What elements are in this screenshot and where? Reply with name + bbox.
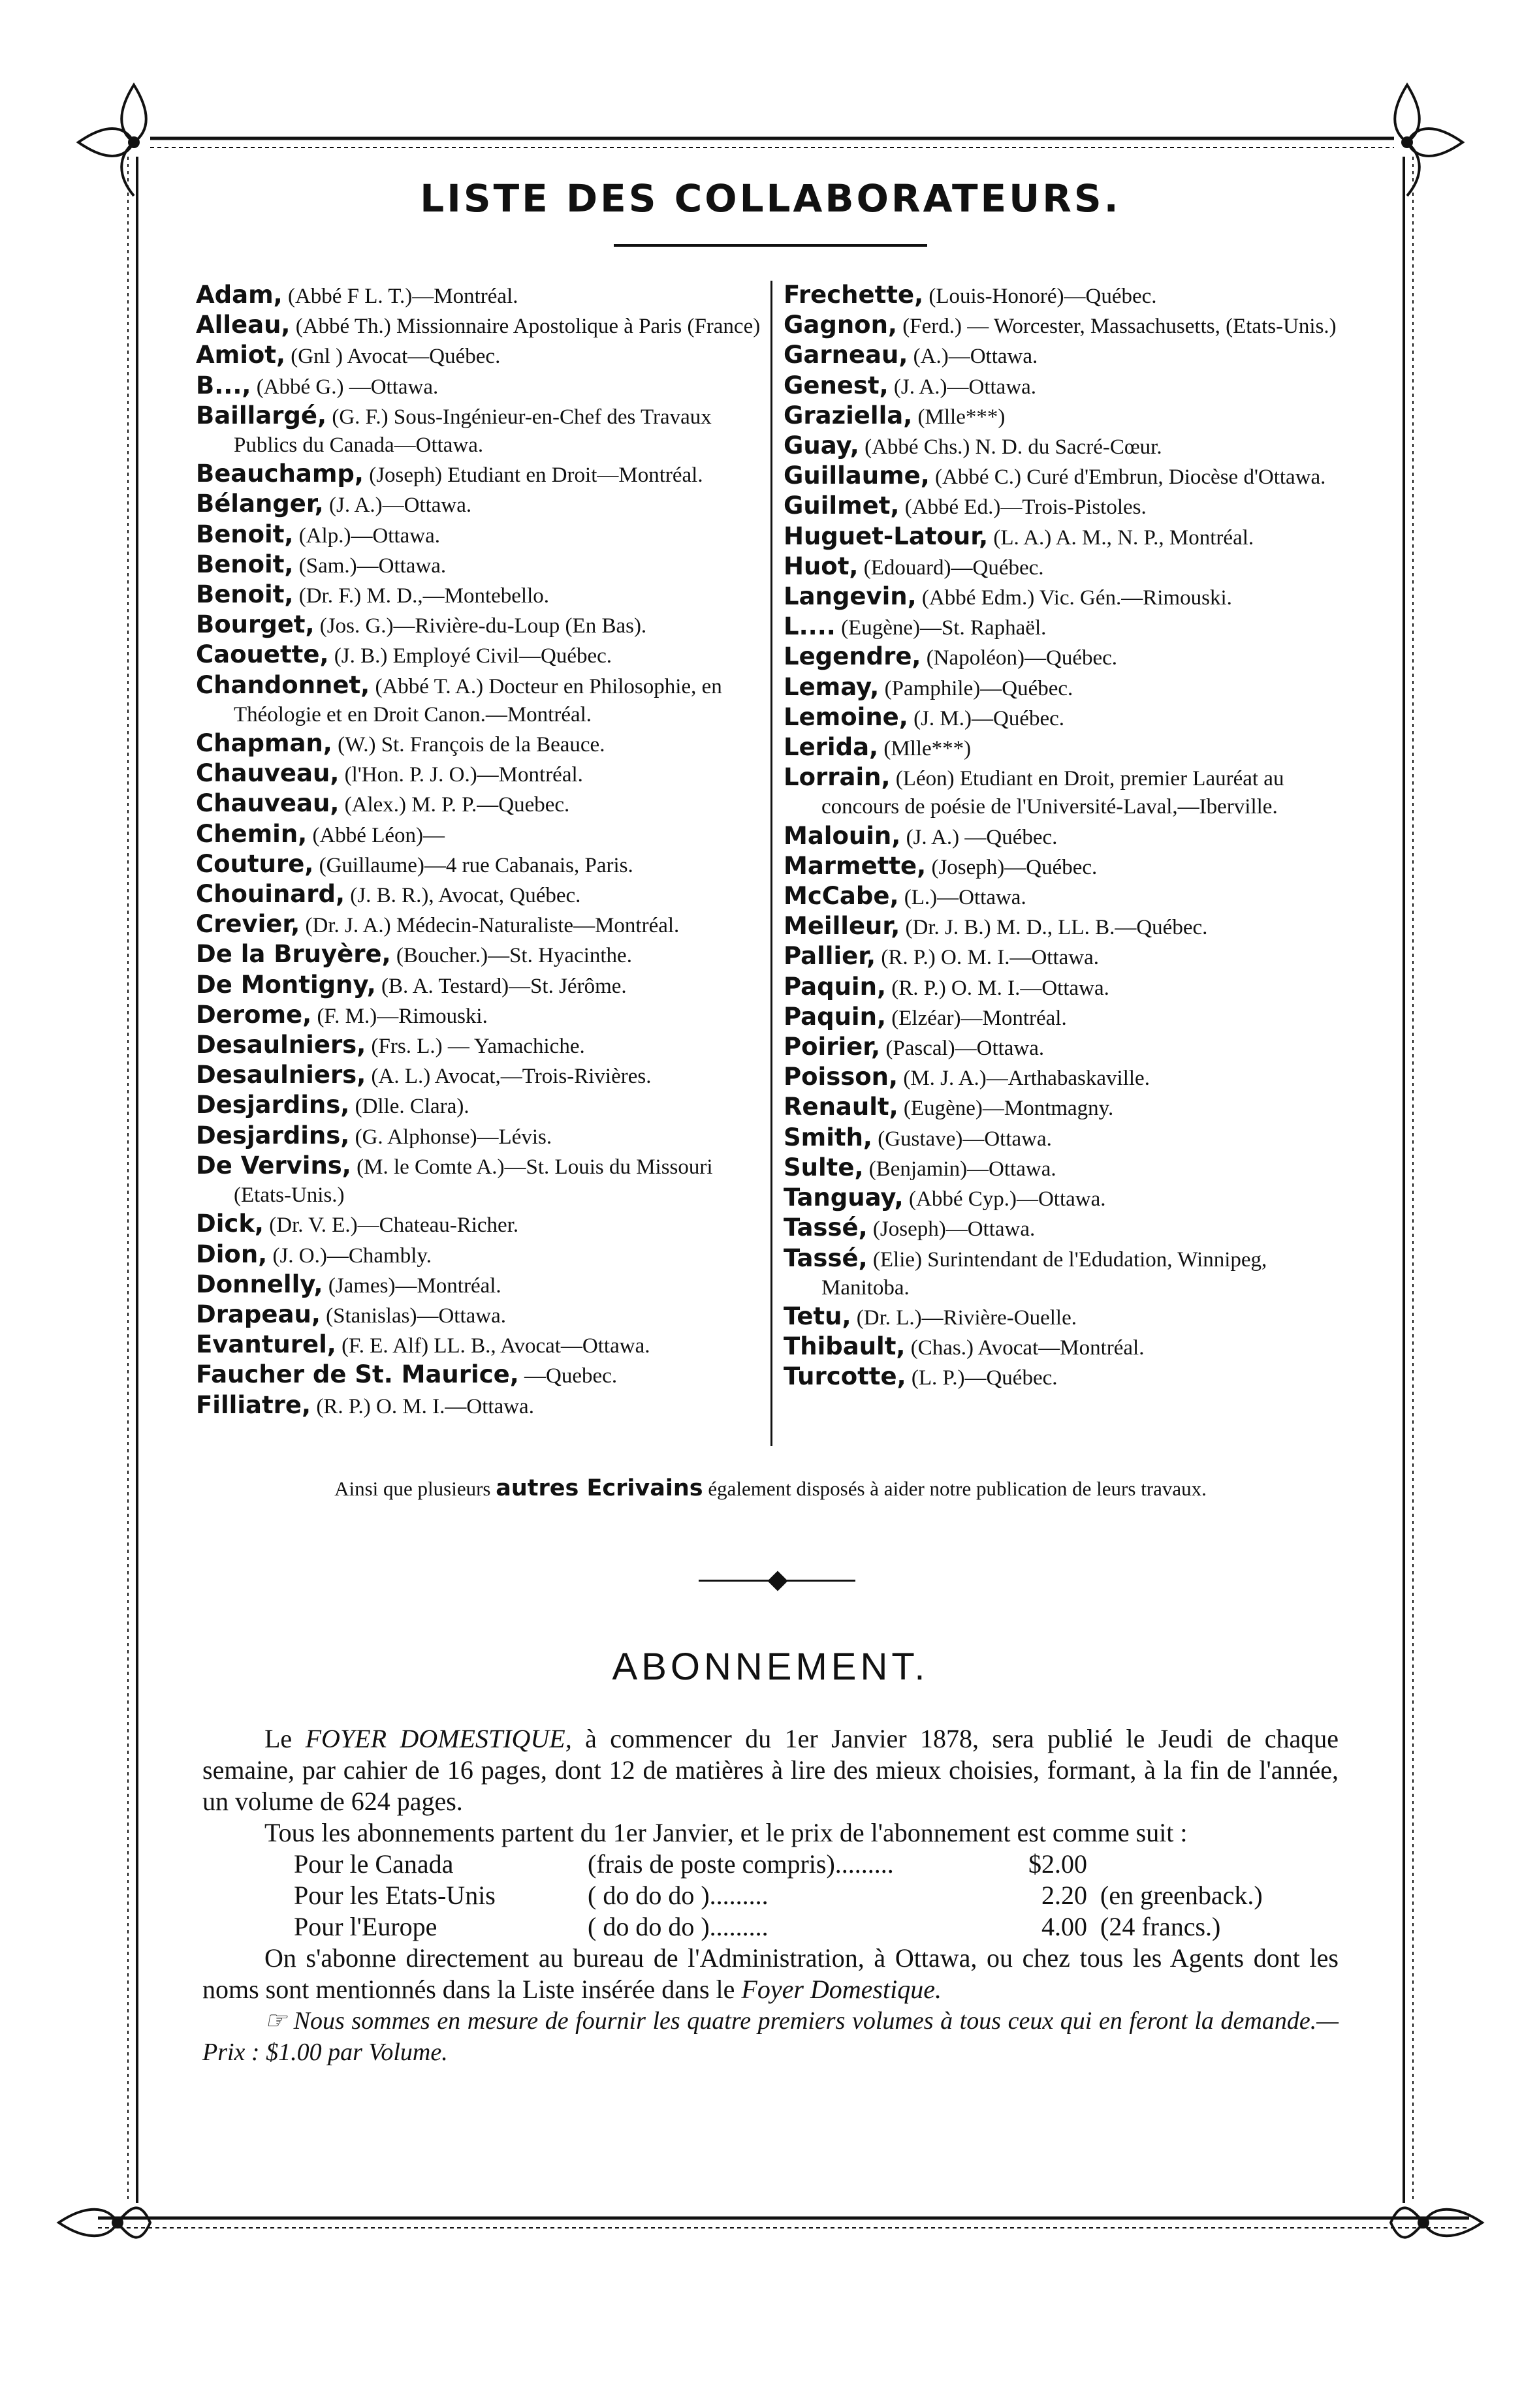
collaborator-name: Lemay,	[784, 672, 880, 701]
other-writers-line	[196, 1475, 1345, 1501]
collaborator-name: Smith,	[784, 1123, 872, 1151]
rates-table	[294, 1849, 1339, 1943]
collaborator-info: (Dlle. Clara).	[355, 1095, 469, 1119]
collaborator-info: (J. B. R.), Avocat, Québec.	[350, 884, 581, 908]
collaborator-entry	[784, 1033, 1352, 1063]
collaborator-info: (F. E. Alf) LL. B., Avocat—Ottawa.	[341, 1334, 650, 1358]
collaborator-name: Faucher de St. Maurice,	[196, 1360, 519, 1389]
collaborator-name: Adam,	[196, 281, 283, 309]
collaborator-info: (Alp.)—Ottawa.	[298, 524, 441, 548]
collaborator-info: (J. A.) —Québec.	[906, 825, 1058, 849]
rate-place: Pour les Etats-Unis	[294, 1881, 496, 1910]
collaborator-info: (Dr. F.) M. D.,—Montebello.	[298, 584, 549, 608]
collaborator-info: (Eugène)—Montmagny.	[903, 1097, 1114, 1121]
volumes-note: ☞ Nous sommes en mesure de fournir les quatre premiers volumes à tous ceux qui en feront la demande.—Prix : $1.00 par Volume.	[202, 2007, 1339, 2066]
collaborator-name: Desaulniers,	[196, 1061, 366, 1089]
collaborator-entry	[196, 281, 764, 311]
collaborator-entry	[196, 1240, 764, 1270]
collaborator-name: Desjardins,	[196, 1121, 350, 1149]
collaborator-info: (Guillaume)—4 rue Cabanais, Paris.	[319, 853, 633, 877]
collaborator-entry	[784, 703, 1352, 733]
rate-note: (en greenback.)	[1100, 1881, 1263, 1910]
collaborator-entry	[784, 552, 1352, 582]
collaborator-entry	[196, 1151, 764, 1210]
collaborator-info: (Frs. L.) — Yamachiche.	[371, 1035, 585, 1059]
collaborator-info: (l'Hon. P. J. O.)—Montréal.	[344, 763, 583, 787]
collaborator-name: Alleau,	[196, 311, 291, 339]
collaborator-name: Bélanger,	[196, 490, 324, 518]
rate-row	[294, 1911, 1339, 1943]
collaborator-info: (J. M.)—Québec.	[913, 706, 1065, 730]
collaborator-entry	[784, 1093, 1352, 1123]
collaborator-entry	[784, 1213, 1352, 1243]
collaborator-name: B...,	[196, 371, 251, 399]
collaborator-name: Tassé,	[784, 1213, 868, 1242]
collaborator-entry	[784, 461, 1352, 492]
collaborator-entry	[196, 880, 764, 910]
collaborator-info: (Sam.)—Ottawa.	[298, 554, 447, 578]
collaborator-entry	[196, 460, 764, 490]
collaborator-entry	[784, 1123, 1352, 1153]
collaborator-info: (Gnl ) Avocat—Québec.	[291, 345, 501, 369]
collaborator-info: (M. J. A.)—Arthabaskaville.	[903, 1067, 1150, 1091]
collaborator-info: (J. A.)—Ottawa.	[328, 493, 472, 518]
collaborator-info: (L. P.)—Québec.	[911, 1366, 1058, 1390]
collaborator-name: Lerida,	[784, 733, 879, 762]
collaborator-entry	[196, 1391, 764, 1421]
collaborator-name: Turcotte,	[784, 1362, 906, 1391]
rate-note	[1087, 1849, 1100, 1880]
subscription-paragraph-2: Tous les abonnements partent du 1er Janvier, et le prix de l'abonnement est comme suit :	[264, 1818, 1188, 1847]
collaborator-entry	[196, 1061, 764, 1091]
collaborator-entry	[196, 1031, 764, 1061]
collaborator-name: Huot,	[784, 552, 859, 580]
separator-ornament	[767, 1571, 787, 1591]
collaborator-name: Chauveau,	[196, 789, 340, 818]
collaborator-info: (Boucher.)—St. Hyacinthe.	[396, 944, 632, 968]
collaborator-info: (Abbé Léon)—	[312, 823, 445, 847]
collaborator-info: (Abbé G.) —Ottawa.	[256, 375, 439, 399]
rate-price: 4.00	[1041, 1912, 1087, 1941]
collaborator-entry	[784, 401, 1352, 431]
collaborator-info: (Pascal)—Ottawa.	[885, 1037, 1045, 1061]
collaborator-name: Thibault,	[784, 1332, 906, 1361]
collaborator-name: Paquin,	[784, 1002, 886, 1031]
collaborator-name: Tetu,	[784, 1302, 851, 1330]
collaborator-name: Caouette,	[196, 640, 329, 669]
collaborator-entry	[196, 759, 764, 789]
collaborator-entry	[784, 281, 1352, 311]
collaborator-entry	[784, 733, 1352, 763]
collaborator-name: Lorrain,	[784, 763, 891, 792]
collaborator-name: De Vervins,	[196, 1151, 351, 1180]
collaborator-entry	[196, 820, 764, 850]
collaborator-info: (Pamphile)—Québec.	[884, 676, 1073, 700]
collaborator-name: Langevin,	[784, 582, 917, 611]
collaborator-name: Graziella,	[784, 401, 913, 430]
collaborator-entry	[784, 1153, 1352, 1183]
collaborator-name: Malouin,	[784, 821, 901, 850]
collaborator-entry	[196, 1330, 764, 1360]
title-underline	[614, 244, 927, 247]
collaborator-entry	[784, 822, 1352, 852]
collaborator-name: Desjardins,	[196, 1091, 350, 1119]
collaborator-name: Benoit,	[196, 550, 294, 578]
collaborator-info: (Dr. J. B.) M. D., LL. B.—Québec.	[905, 916, 1208, 940]
collaborator-entry	[196, 1001, 764, 1031]
rate-row	[294, 1880, 1339, 1911]
collaborator-info: (L.)—Ottawa.	[904, 886, 1026, 910]
collaborator-name: Baillargé,	[196, 401, 327, 430]
collaborator-entry	[784, 431, 1352, 461]
collaborator-name: Pallier,	[784, 942, 876, 971]
collaborator-info: (Abbé Chs.) N. D. du Sacré-Cœur.	[865, 435, 1162, 460]
collaborator-info: (Elie) Surintendant de l'Edudation, Winnipeg, Manitoba.	[821, 1247, 1267, 1300]
collaborators-right-column	[784, 281, 1352, 1393]
collaborator-name: Sulte,	[784, 1153, 864, 1181]
collaborator-name: Chouinard,	[196, 880, 345, 909]
collaborator-name: Genest,	[784, 371, 889, 399]
collaborators-left-column	[196, 281, 764, 1421]
collaborator-name: Marmette,	[784, 851, 927, 880]
collaborator-entry	[784, 522, 1352, 552]
collaborator-name: Drapeau,	[196, 1300, 321, 1328]
collaborator-name: McCabe,	[784, 882, 899, 911]
collaborator-name: Chauveau,	[196, 759, 340, 788]
rate-detail: ( do do do ).........	[588, 1881, 769, 1910]
collaborator-entry	[196, 1270, 764, 1300]
collaborator-name: Poisson,	[784, 1063, 898, 1091]
p1-lead: Le	[264, 1724, 306, 1753]
collaborator-info: (Stanislas)—Ottawa.	[326, 1304, 506, 1328]
collaborator-info: (Edouard)—Québec.	[863, 555, 1044, 580]
collaborator-name: L....	[784, 612, 836, 641]
collaborator-info: (Abbé Edm.) Vic. Gén.—Rimouski.	[921, 586, 1232, 610]
collaborator-name: Guillaume,	[784, 461, 930, 490]
collaborator-name: Benoit,	[196, 520, 294, 548]
p3-body: On s'abonne directement au bureau de l'Administration, à Ottawa, ou chez tous les Agents dont les noms sont mentionnés dans la Liste insérée dans le	[202, 1943, 1339, 2004]
collaborator-entry	[784, 763, 1352, 821]
collaborator-info: (Dr. J. A.) Médecin-Naturaliste—Montréal.	[305, 914, 680, 938]
collaborator-entry	[784, 1063, 1352, 1093]
collaborator-name: Derome,	[196, 1000, 312, 1029]
subscription-text	[202, 1723, 1339, 2068]
collaborator-entry	[196, 1360, 764, 1390]
collaborator-entry	[784, 912, 1352, 942]
collaborator-info: (Chas.) Avocat—Montréal.	[910, 1336, 1145, 1360]
collaborator-name: Huguet-Latour,	[784, 522, 989, 550]
collaborator-info: (Joseph)—Québec.	[931, 855, 1098, 879]
collaborator-entry	[784, 612, 1352, 642]
collaborator-info: —Quebec.	[524, 1364, 618, 1388]
p1-body: à commencer du 1er Janvier 1878, sera publié le Jeudi de chaque semaine, par cahier de 16 pages, dont 12 de matières à lire des mieux choisies, formant, à la fin de l'année, un volume de 624 pages.	[202, 1724, 1339, 1816]
collaborator-info: (Abbé F L. T.)—Montréal.	[287, 285, 518, 308]
collaborator-entry	[196, 789, 764, 819]
collaborator-info: (Abbé Cyp.)—Ottawa.	[909, 1187, 1106, 1212]
collaborator-name: Frechette,	[784, 281, 924, 309]
collaborator-info: (Ferd.) — Worcester, Massachusetts, (Etats-Unis.)	[902, 315, 1337, 339]
collaborator-name: De la Bruyère,	[196, 940, 391, 969]
p3-publication: Foyer Domestique.	[741, 1975, 942, 2004]
collaborator-name: Dion,	[196, 1240, 268, 1268]
collaborator-name: Meilleur,	[784, 912, 900, 941]
collaborator-name: Evanturel,	[196, 1330, 336, 1359]
collaborator-entry	[196, 940, 764, 970]
collaborator-entry	[784, 1362, 1352, 1392]
collaborator-name: Couture,	[196, 849, 314, 878]
collaborator-info: (Benjamin)—Ottawa.	[868, 1157, 1056, 1181]
collaborator-info: (Dr. V. E.)—Chateau-Richer.	[269, 1213, 519, 1238]
collaborator-info: (Joseph) Etudiant en Droit—Montréal.	[369, 463, 703, 488]
collaborator-name: Donnelly,	[196, 1270, 323, 1298]
collaborator-info: (G. F.) Sous-Ingénieur-en-Chef des Travaux Publics du Canada—Ottawa.	[234, 405, 712, 458]
collaborator-entry	[196, 971, 764, 1001]
collaborator-info: (A.)—Ottawa.	[913, 345, 1038, 369]
collaborator-name: Tassé,	[784, 1243, 868, 1272]
rate-detail: ( do do do ).........	[588, 1912, 769, 1941]
collaborator-entry	[784, 582, 1352, 612]
collaborator-info: (Alex.) M. P. P.—Quebec.	[344, 793, 570, 817]
collaborator-entry	[196, 520, 764, 550]
collaborator-entry	[784, 1244, 1352, 1302]
collaborator-entry	[784, 1332, 1352, 1362]
collaborator-info: (F. M.)—Rimouski.	[317, 1004, 488, 1028]
collaborator-entry	[196, 910, 764, 940]
collaborator-info: (Abbé Ed.)—Trois-Pistoles.	[904, 495, 1147, 520]
rate-detail: (frais de poste compris).........	[588, 1849, 894, 1879]
collaborator-entry	[196, 1121, 764, 1151]
collaborator-name: Desaulniers,	[196, 1031, 366, 1059]
collaborator-entry	[784, 973, 1352, 1003]
collaborator-entry	[196, 1300, 764, 1330]
collaborator-entry	[784, 942, 1352, 972]
collaborator-name: Guay,	[784, 431, 859, 460]
collaborator-entry	[196, 550, 764, 580]
rate-note: (24 francs.)	[1100, 1912, 1221, 1941]
collaborator-info: (R. P.) O. M. I.—Ottawa.	[881, 946, 1100, 970]
footer-emphasis: autres Ecrivains	[496, 1475, 703, 1501]
collaborator-info: (M. le Comte A.)—St. Louis du Missouri (Etats-Unis.)	[234, 1155, 713, 1208]
footer-text-before: Ainsi que plusieurs	[334, 1477, 496, 1500]
collaborator-info: (G. Alphonse)—Lévis.	[355, 1125, 552, 1149]
collaborator-info: (Abbé C.) Curé d'Embrun, Diocèse d'Ottawa.	[935, 465, 1326, 490]
collaborator-info: (Joseph)—Ottawa.	[872, 1217, 1036, 1242]
collaborator-info: (Léon) Etudiant en Droit, premier Lauréat au concours de poésie de l'Université-Laval,—Iberville.	[821, 767, 1284, 819]
collaborator-name: Garneau,	[784, 341, 908, 369]
collaborator-name: Chapman,	[196, 729, 332, 758]
rate-place: Pour l'Europe	[294, 1912, 437, 1941]
collaborator-info: (J. A.)—Ottawa.	[893, 375, 1037, 399]
collaborator-entry	[196, 371, 764, 401]
subscription-paragraph-1	[202, 1723, 1339, 1817]
collaborator-name: Legendre,	[784, 642, 921, 671]
collaborator-info: (Napoléon)—Québec.	[926, 646, 1118, 670]
collaborator-name: Beauchamp,	[196, 460, 364, 488]
collaborator-entry	[784, 1302, 1352, 1332]
rate-place: Pour le Canada	[294, 1849, 454, 1879]
collaborator-name: Bourget,	[196, 610, 315, 639]
column-divider	[770, 281, 772, 1446]
collaborator-info: (Mlle***)	[883, 737, 972, 761]
collaborator-name: Guilmet,	[784, 492, 900, 520]
collaborator-entry	[196, 490, 764, 520]
collaborator-info: (R. P.) O. M. I.—Ottawa.	[316, 1394, 534, 1418]
collaborator-entry	[196, 640, 764, 670]
page-title: LISTE DES COLLABORATEURS.	[420, 176, 1121, 221]
rate-row	[294, 1849, 1339, 1880]
collaborator-name: Amiot,	[196, 341, 286, 369]
collaborator-entry	[196, 311, 764, 341]
collaborator-entry	[784, 1003, 1352, 1033]
collaborator-info: (Elzéar)—Montréal.	[891, 1006, 1067, 1030]
collaborator-entry	[784, 341, 1352, 371]
collaborator-info: (Mlle***)	[917, 405, 1006, 429]
collaborator-entry	[784, 642, 1352, 672]
collaborator-name: Lemoine,	[784, 702, 908, 731]
collaborator-info: (Dr. L.)—Rivière-Ouelle.	[856, 1306, 1077, 1330]
collaborator-name: Renault,	[784, 1093, 898, 1121]
collaborator-name: Filliatre,	[196, 1390, 311, 1419]
collaborator-entry	[784, 371, 1352, 401]
collaborator-info: (James)—Montréal.	[328, 1274, 501, 1298]
collaborator-info: (Louis-Honoré)—Québec.	[928, 285, 1157, 308]
collaborator-entry	[196, 729, 764, 759]
collaborator-entry	[784, 673, 1352, 703]
collaborator-entry	[196, 580, 764, 610]
collaborator-entry	[196, 850, 764, 880]
collaborator-info: (L. A.) A. M., N. P., Montréal.	[993, 525, 1254, 550]
collaborator-entry	[784, 852, 1352, 882]
collaborator-name: Chemin,	[196, 819, 308, 848]
collaborator-entry	[784, 492, 1352, 522]
subscription-title: ABONNEMENT.	[612, 1646, 929, 1688]
collaborator-entry	[784, 882, 1352, 912]
collaborator-entry	[196, 610, 764, 640]
collaborator-entry	[196, 401, 764, 460]
collaborator-info: (B. A. Testard)—St. Jérôme.	[381, 974, 627, 998]
collaborator-name: Tanguay,	[784, 1183, 904, 1212]
rate-price: $2.00	[1028, 1849, 1087, 1879]
collaborator-name: Gagnon,	[784, 311, 897, 339]
collaborator-name: Paquin,	[784, 972, 886, 1001]
collaborator-entry	[196, 1091, 764, 1121]
collaborator-info: (R. P.) O. M. I.—Ottawa.	[891, 976, 1109, 1000]
collaborator-info: (Eugène)—St. Raphaël.	[841, 616, 1047, 640]
footer-text-after: également disposés à aider notre publication de leurs travaux.	[703, 1477, 1207, 1500]
collaborator-entry	[196, 341, 764, 371]
rate-price: 2.20	[1041, 1881, 1087, 1910]
collaborator-info: (Gustave)—Ottawa.	[878, 1127, 1052, 1151]
collaborator-entry	[196, 1210, 764, 1240]
collaborator-name: Benoit,	[196, 580, 294, 609]
publication-name: FOYER DOMESTIQUE,	[305, 1724, 572, 1753]
collaborator-name: Crevier,	[196, 910, 300, 939]
subscription-paragraph-3	[202, 1943, 1339, 2005]
collaborator-entry	[196, 671, 764, 729]
collaborator-name: Poirier,	[784, 1033, 881, 1061]
collaborator-info: (J. B.) Employé Civil—Québec.	[334, 644, 612, 668]
collaborator-info: (J. O.)—Chambly.	[272, 1243, 432, 1268]
collaborator-info: (Abbé Th.) Missionnaire Apostolique à Paris (France)	[295, 315, 761, 339]
collaborator-info: (Jos. G.)—Rivière-du-Loup (En Bas).	[319, 614, 647, 638]
collaborator-entry	[784, 1183, 1352, 1213]
collaborator-info: (W.) St. François de la Beauce.	[338, 733, 605, 757]
collaborator-name: Chandonnet,	[196, 670, 370, 699]
collaborator-info: (A. L.) Avocat,—Trois-Rivières.	[371, 1065, 652, 1089]
collaborator-name: Dick,	[196, 1210, 264, 1238]
collaborator-entry	[784, 311, 1352, 341]
collaborator-info: (Abbé T. A.) Docteur en Philosophie, en Théologie et en Droit Canon.—Montréal.	[234, 674, 722, 727]
collaborator-name: De Montigny,	[196, 970, 376, 999]
document-page	[196, 176, 1345, 2187]
